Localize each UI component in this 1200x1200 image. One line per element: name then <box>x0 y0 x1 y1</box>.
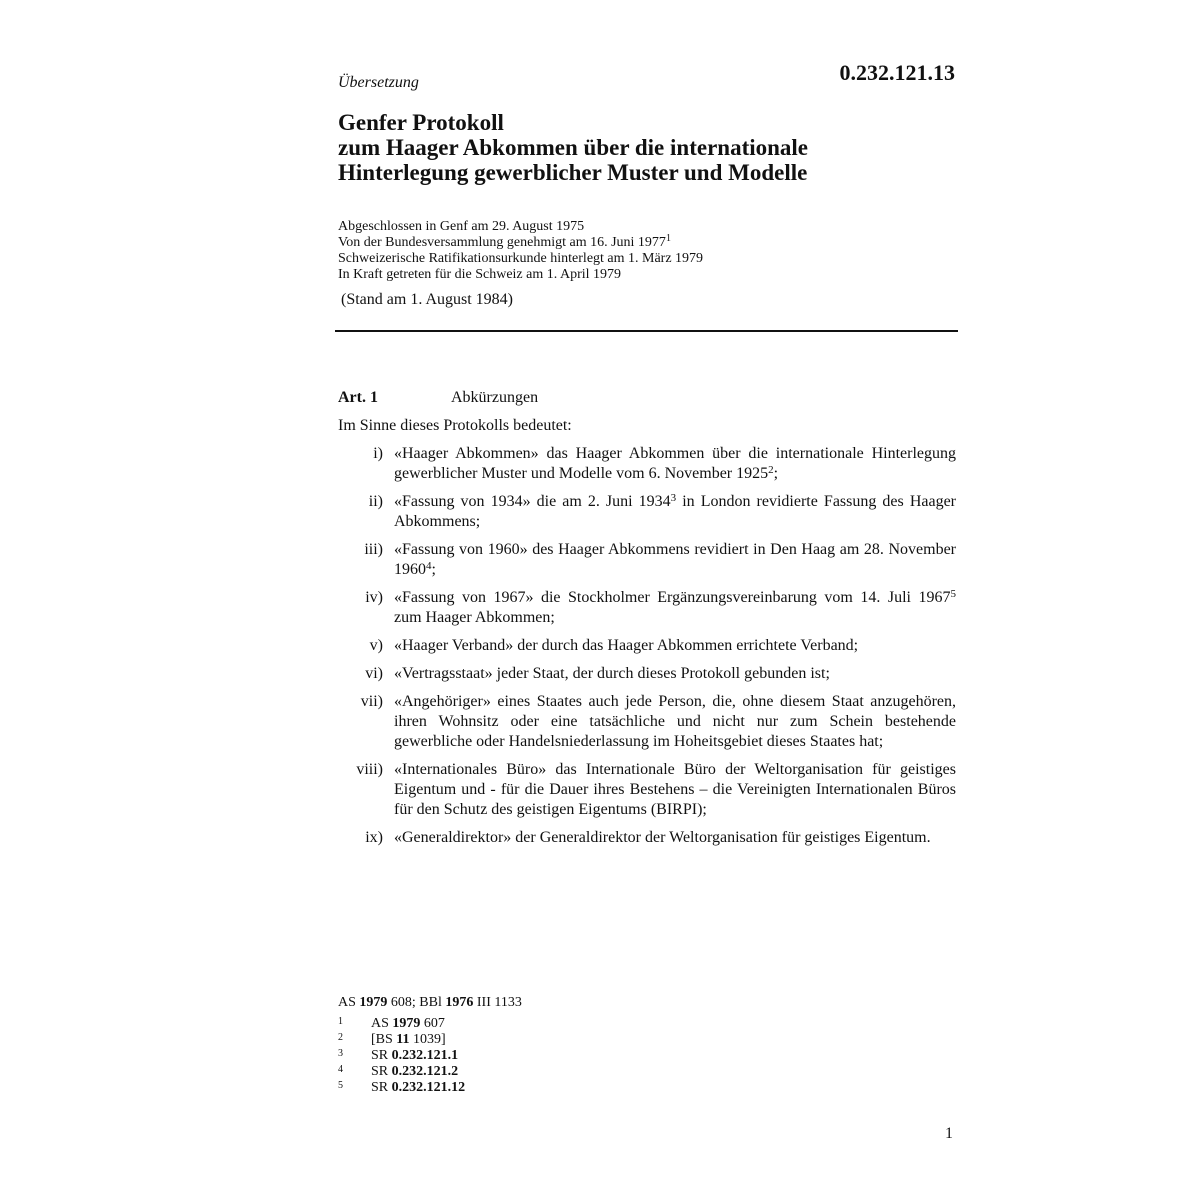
article-intro: Im Sinne dieses Protokolls bedeutet: <box>338 417 572 434</box>
definition-list <box>338 444 956 856</box>
footnote-bold: 1979 <box>392 1016 421 1031</box>
list-item <box>338 540 956 580</box>
title-line-3: Hinterlegung gewerblicher Muster und Modelle <box>338 160 808 185</box>
footnote-number: 1 <box>338 1016 343 1027</box>
item-number: v) <box>369 637 383 654</box>
list-item <box>338 636 956 656</box>
item-number: iii) <box>364 541 383 558</box>
list-item <box>338 492 956 532</box>
title-line-1: Genfer Protokoll <box>338 110 504 135</box>
item-text: «Haager Abkommen» das Haager Abkommen über die internationale Hinterlegung gewerblicher Muster und Modelle vom 6. November 1925 <box>394 445 956 482</box>
item-number: viii) <box>356 761 383 778</box>
footnote-text: 1039] <box>409 1032 446 1047</box>
footnote <box>338 1048 465 1064</box>
footnote-number: 4 <box>338 1064 343 1075</box>
item-number: i) <box>373 445 383 462</box>
status-date: (Stand am 1. August 1984) <box>341 291 513 308</box>
article-heading: Abkürzungen <box>451 389 539 406</box>
meta-ratification: Schweizerische Ratifikationsurkunde hinterlegt am 1. März 1979 <box>338 251 704 266</box>
list-item <box>338 444 956 484</box>
item-text: «Fassung von 1934» die am 2. Juni 1934 <box>394 493 671 510</box>
item-number: ii) <box>368 493 383 510</box>
list-item <box>338 692 956 752</box>
source-bold: 1979 <box>359 995 388 1010</box>
translation-label: Übersetzung <box>338 74 419 91</box>
item-text: «Vertragsstaat» jeder Staat, der durch dieses Protokoll gebunden ist; <box>394 665 830 682</box>
footnote <box>338 1080 465 1096</box>
item-text: «Angehöriger» eines Staates auch jede Person, die, ohne diesem Staat anzugehören, ihren Wohnsitz oder eine tatsächliche und nicht nur zum Schein bestehende gewerbliche oder Handelsniederlassung im Hoheitsgebiet dieses Staates hat; <box>394 693 956 750</box>
source-text: 608; BBl <box>387 995 446 1010</box>
meta-approved <box>338 235 703 251</box>
footnote-ref: 4 <box>426 560 432 572</box>
item-text: «Fassung von 1967» die Stockholmer Ergänzungsvereinbarung vom 14. Juli 1967 <box>394 589 951 606</box>
footnote-text: [BS <box>371 1032 397 1047</box>
footnote-ref: 2 <box>768 464 774 476</box>
footnote-number: 2 <box>338 1032 343 1043</box>
footnote-text: 607 <box>420 1016 445 1031</box>
footnotes <box>338 1016 465 1096</box>
item-text-tail: ; <box>431 561 436 578</box>
footnote-bold: 0.232.121.1 <box>391 1048 459 1063</box>
sr-number: 0.232.121.13 <box>839 60 955 85</box>
source-text: III 1133 <box>473 995 522 1010</box>
item-number: vii) <box>360 693 383 710</box>
footnote-ref: 5 <box>950 588 956 600</box>
list-item <box>338 588 956 628</box>
footnote-number: 5 <box>338 1080 343 1091</box>
footnote-text: SR <box>371 1080 392 1095</box>
item-number: ix) <box>365 829 383 846</box>
page-number: 1 <box>945 1125 953 1142</box>
list-item <box>338 664 956 684</box>
item-text: «Generaldirektor» der Generaldirektor der Weltorganisation für geistiges Eigentum. <box>394 829 931 846</box>
meta-concluded: Abgeschlossen in Genf am 29. August 1975 <box>338 219 585 234</box>
footnote-text: SR <box>371 1064 392 1079</box>
article-number: Art. 1 <box>338 389 378 406</box>
item-number: iv) <box>365 589 383 606</box>
item-text: «Internationales Büro» das Internationale Büro der Weltorganisation für geistiges Eigentum und - für die Dauer ihres Bestehens – die Vereinigten Internationalen Büros für den Schutz des geistigen Eigentums (BIRPI); <box>394 761 956 818</box>
divider <box>335 330 958 332</box>
footnote-number: 3 <box>338 1048 343 1059</box>
footnote <box>338 1032 465 1048</box>
list-item <box>338 760 956 820</box>
footnote-ref: 3 <box>670 492 677 504</box>
footnote <box>338 1064 465 1080</box>
item-text: «Fassung von 1960» des Haager Abkommens revidiert in Den Haag am 28. November 1960 <box>394 541 956 578</box>
meta-approved-text: Von der Bundesversammlung genehmigt am 16. Juni 1977 <box>338 235 666 250</box>
meta-in-force: In Kraft getreten für die Schweiz am 1. April 1979 <box>338 267 622 282</box>
document-title <box>338 110 958 185</box>
item-text-tail: in London revidierte Fassung des Haager Abkommens; <box>394 493 957 530</box>
article-header <box>338 389 538 407</box>
footnote-ref: 1 <box>665 233 671 244</box>
footnote-bold: 11 <box>396 1032 410 1047</box>
item-text-tail: ; <box>773 465 779 482</box>
source-text: AS <box>338 995 360 1010</box>
source-reference <box>338 995 522 1011</box>
title-line-2: zum Haager Abkommen über die internationale <box>338 135 809 160</box>
footnote-bold: 0.232.121.2 <box>391 1064 459 1079</box>
item-text: «Haager Verband» der durch das Haager Abkommen errichtete Verband; <box>394 637 859 654</box>
footnote-text: SR <box>371 1048 392 1063</box>
source-bold: 1976 <box>445 995 474 1010</box>
footnote-bold: 0.232.121.12 <box>391 1080 466 1095</box>
item-number: vi) <box>365 665 383 682</box>
item-text-tail: zum Haager Abkommen; <box>394 609 555 626</box>
footnote-text: AS <box>371 1016 393 1031</box>
footnote <box>338 1016 465 1032</box>
list-item <box>338 828 956 848</box>
document-metadata <box>338 219 703 283</box>
